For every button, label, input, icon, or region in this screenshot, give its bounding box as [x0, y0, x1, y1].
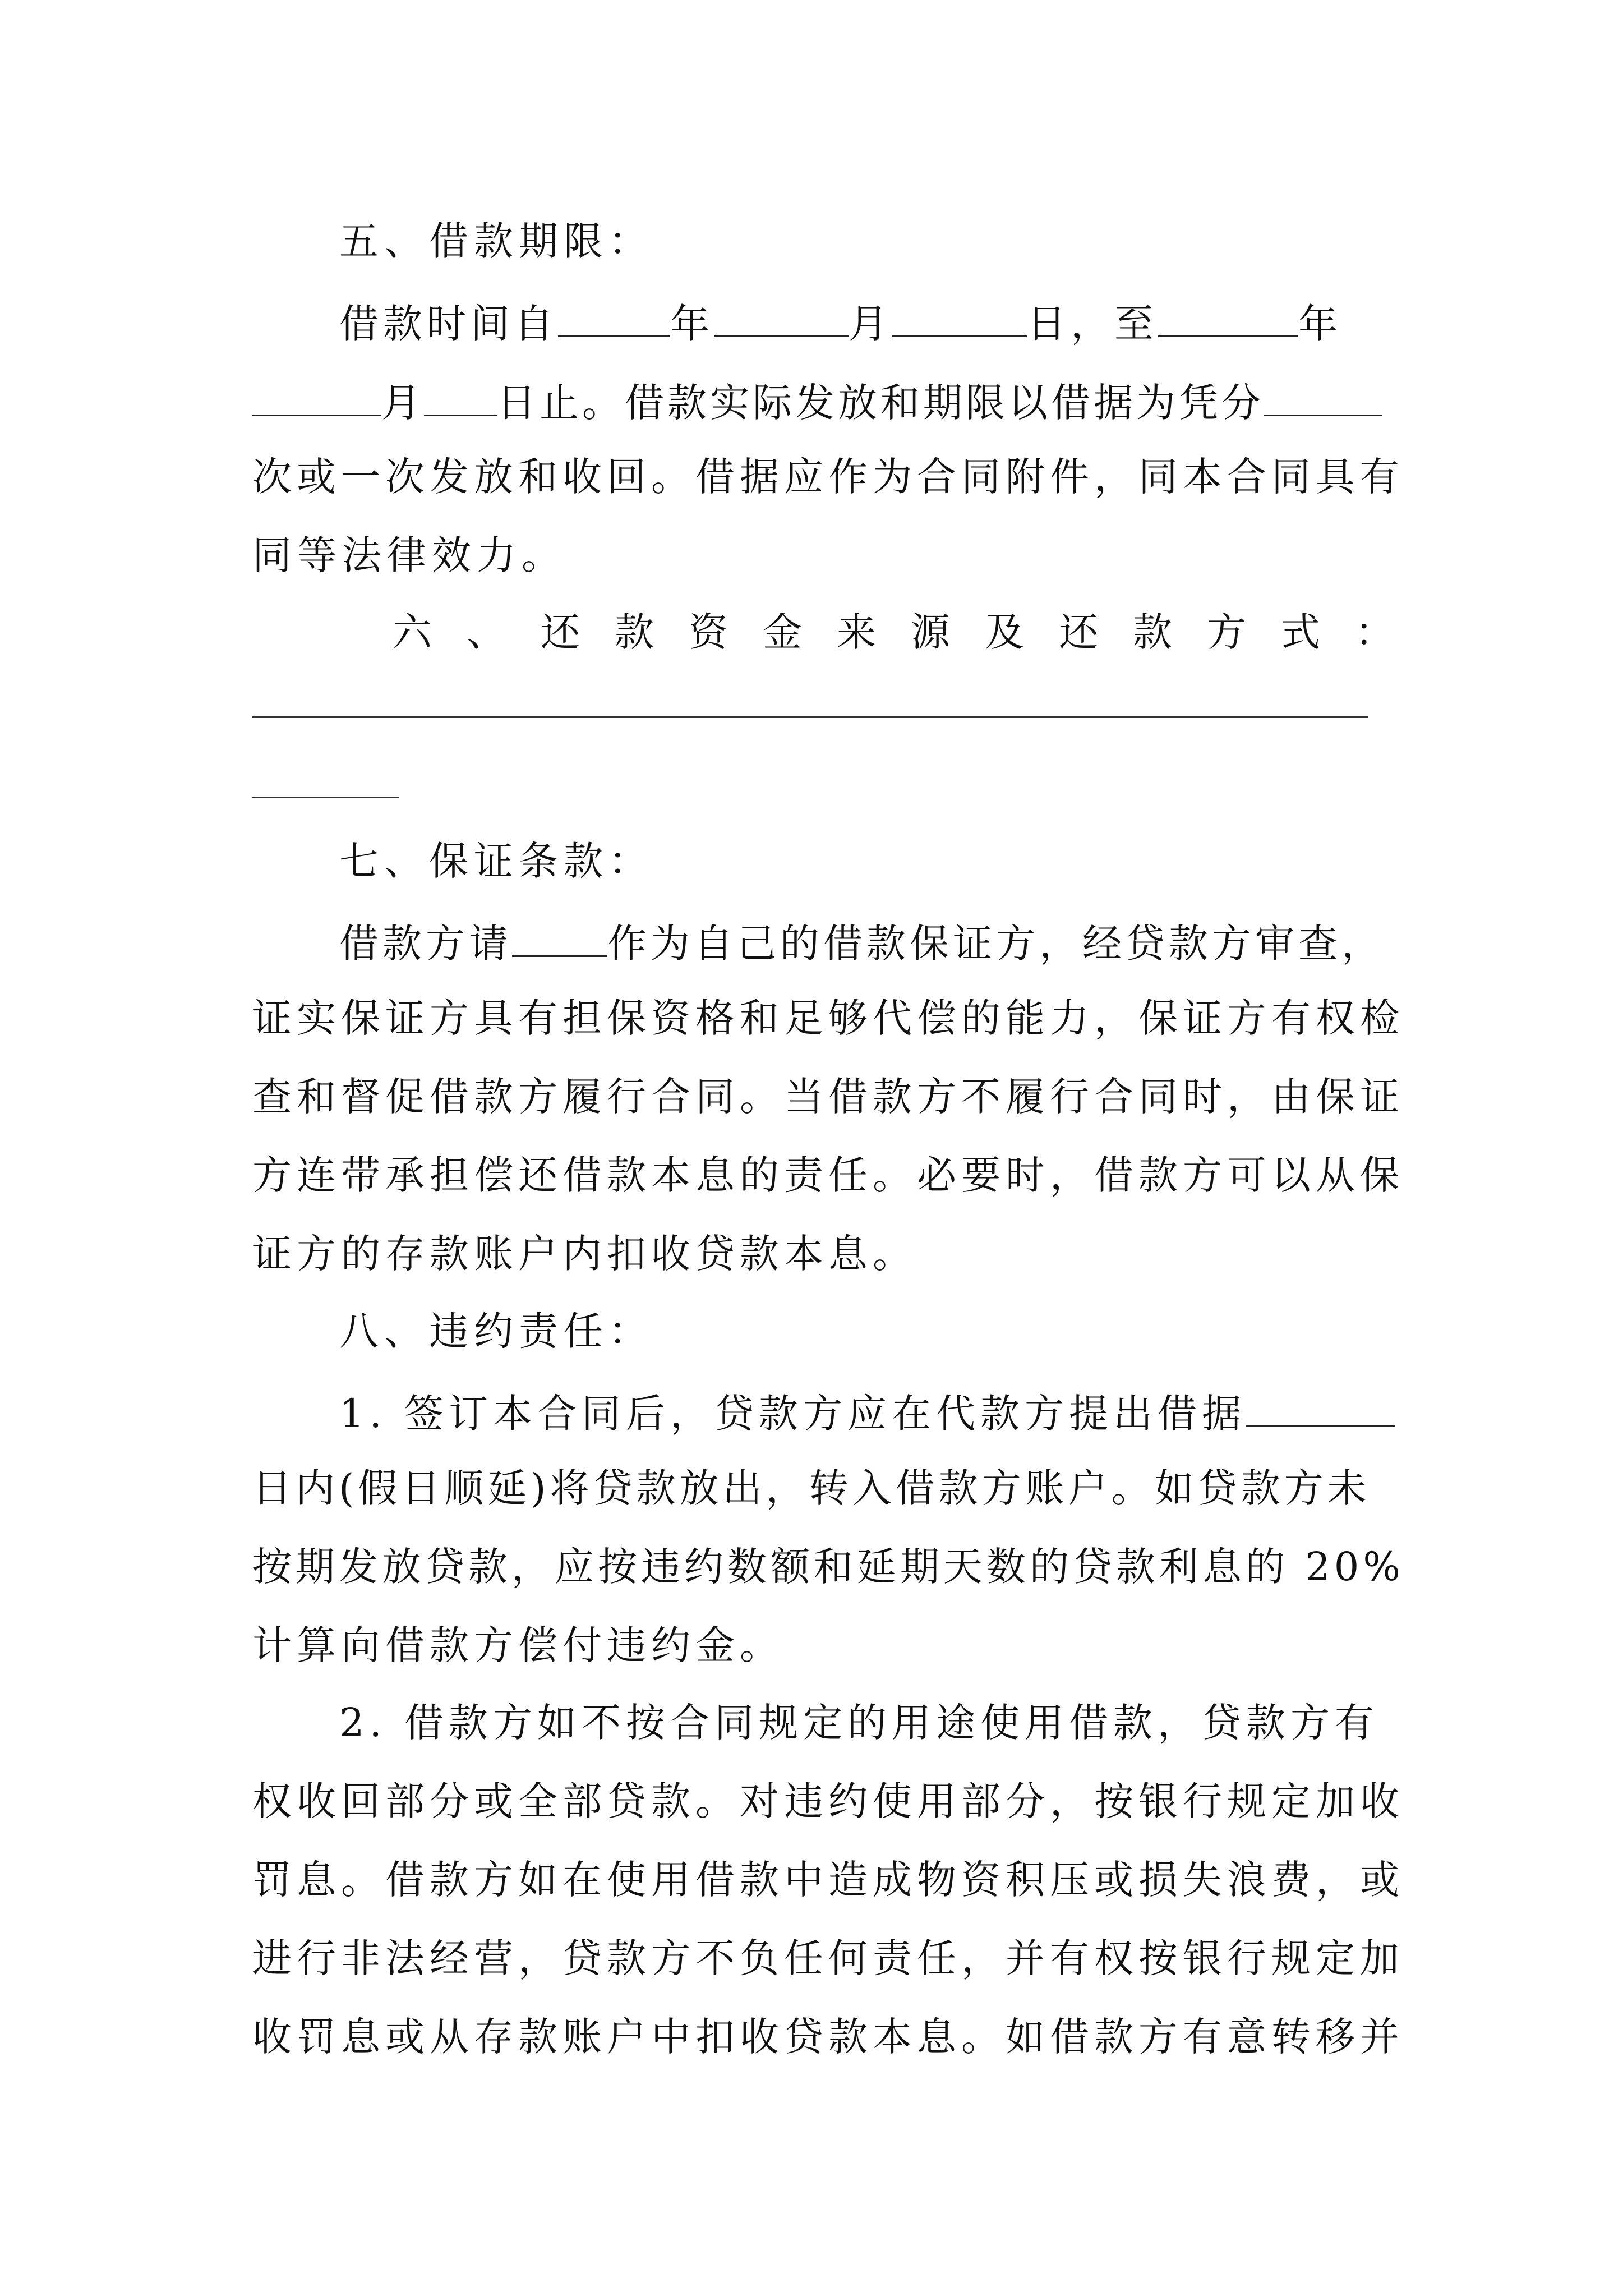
s5-line-3: 次或一次发放和收回。借据应作为合同附件，同本合同具有	[252, 454, 1404, 500]
s7-text-a: 借款方请	[339, 921, 512, 967]
blank-days	[1246, 1390, 1395, 1427]
section-5-heading: 五、借款期限：	[339, 218, 653, 264]
s7-text-b: 作为自己的借款保证方，经贷款方审查，	[607, 921, 1385, 967]
blank-year-end	[1158, 300, 1298, 337]
blank-day-start	[892, 300, 1027, 337]
s8-2-line-4: 进行非法经营，贷款方不负任何责任，并有权按银行规定加	[252, 1935, 1404, 1981]
s8-1-line-2: 日内(假日顺延)将贷款放出，转入借款方账户。如贷款方未	[252, 1465, 1371, 1511]
s6-fill-line-2	[252, 797, 399, 798]
s8-1-line-4: 计算向借款方偿付违约金。	[252, 1622, 784, 1668]
s7-line-1	[339, 920, 1461, 967]
section-8-heading: 八、违约责任：	[339, 1308, 653, 1354]
blank-month-start	[714, 300, 849, 337]
s8-2-line-2: 权收回部分或全部贷款。对违约使用部分，按银行规定加收	[252, 1778, 1404, 1824]
s8-1-text: 1. 签订本合同后，贷款方应在代款方提出借据	[339, 1391, 1247, 1437]
s5-line-4: 同等法律效力。	[252, 532, 566, 578]
section-7-heading: 七、保证条款：	[339, 838, 653, 884]
s8-2-line-1: 2. 借款方如不按合同规定的用途使用借款，贷款方有	[339, 1700, 1380, 1746]
s8-2-line-3: 罚息。借款方如在使用借款中造成物资积压或损失浪费，或	[252, 1857, 1404, 1903]
s5-line-2	[252, 379, 1374, 426]
s5-line-2-text: 日止。借款实际发放和期限以借据为凭分	[497, 380, 1264, 426]
s5-text-from: 借款时间自	[339, 301, 558, 347]
section-6-heading: 六、还款资金来源及还款方式：	[393, 609, 1429, 655]
s5-year2-label: 年	[1298, 301, 1342, 347]
s5-month-label: 月	[849, 301, 892, 347]
s7-line-4: 方连带承担偿还借款本息的责任。必要时，借款方可以从保	[252, 1152, 1404, 1198]
blank-installments	[1264, 379, 1382, 416]
blank-month-end	[252, 379, 381, 416]
s8-1-line-3: 按期发放贷款，应按违约数额和延期天数的贷款利息的 20%	[252, 1544, 1404, 1590]
s5-line-1	[339, 300, 1461, 347]
s5-year-label: 年	[670, 301, 714, 347]
blank-year-start	[558, 300, 670, 337]
s7-line-3: 查和督促借款方履行合同。当借款方不履行合同时，由保证	[252, 1074, 1404, 1120]
blank-day-end	[424, 379, 497, 416]
blank-guarantor	[512, 920, 607, 957]
s7-line-5: 证方的存款账户内扣收贷款本息。	[252, 1231, 917, 1277]
s6-fill-line-1	[252, 716, 1368, 718]
s8-1-line-1	[339, 1390, 1461, 1437]
s5-day-to-label: 日，至	[1027, 301, 1158, 347]
s8-2-line-5: 收罚息或从存款账户中扣收贷款本息。如借款方有意转移并	[252, 2014, 1404, 2060]
s5-month2-label: 月	[381, 380, 424, 426]
s7-line-2: 证实保证方具有担保资格和足够代偿的能力，保证方有权检	[252, 995, 1404, 1041]
